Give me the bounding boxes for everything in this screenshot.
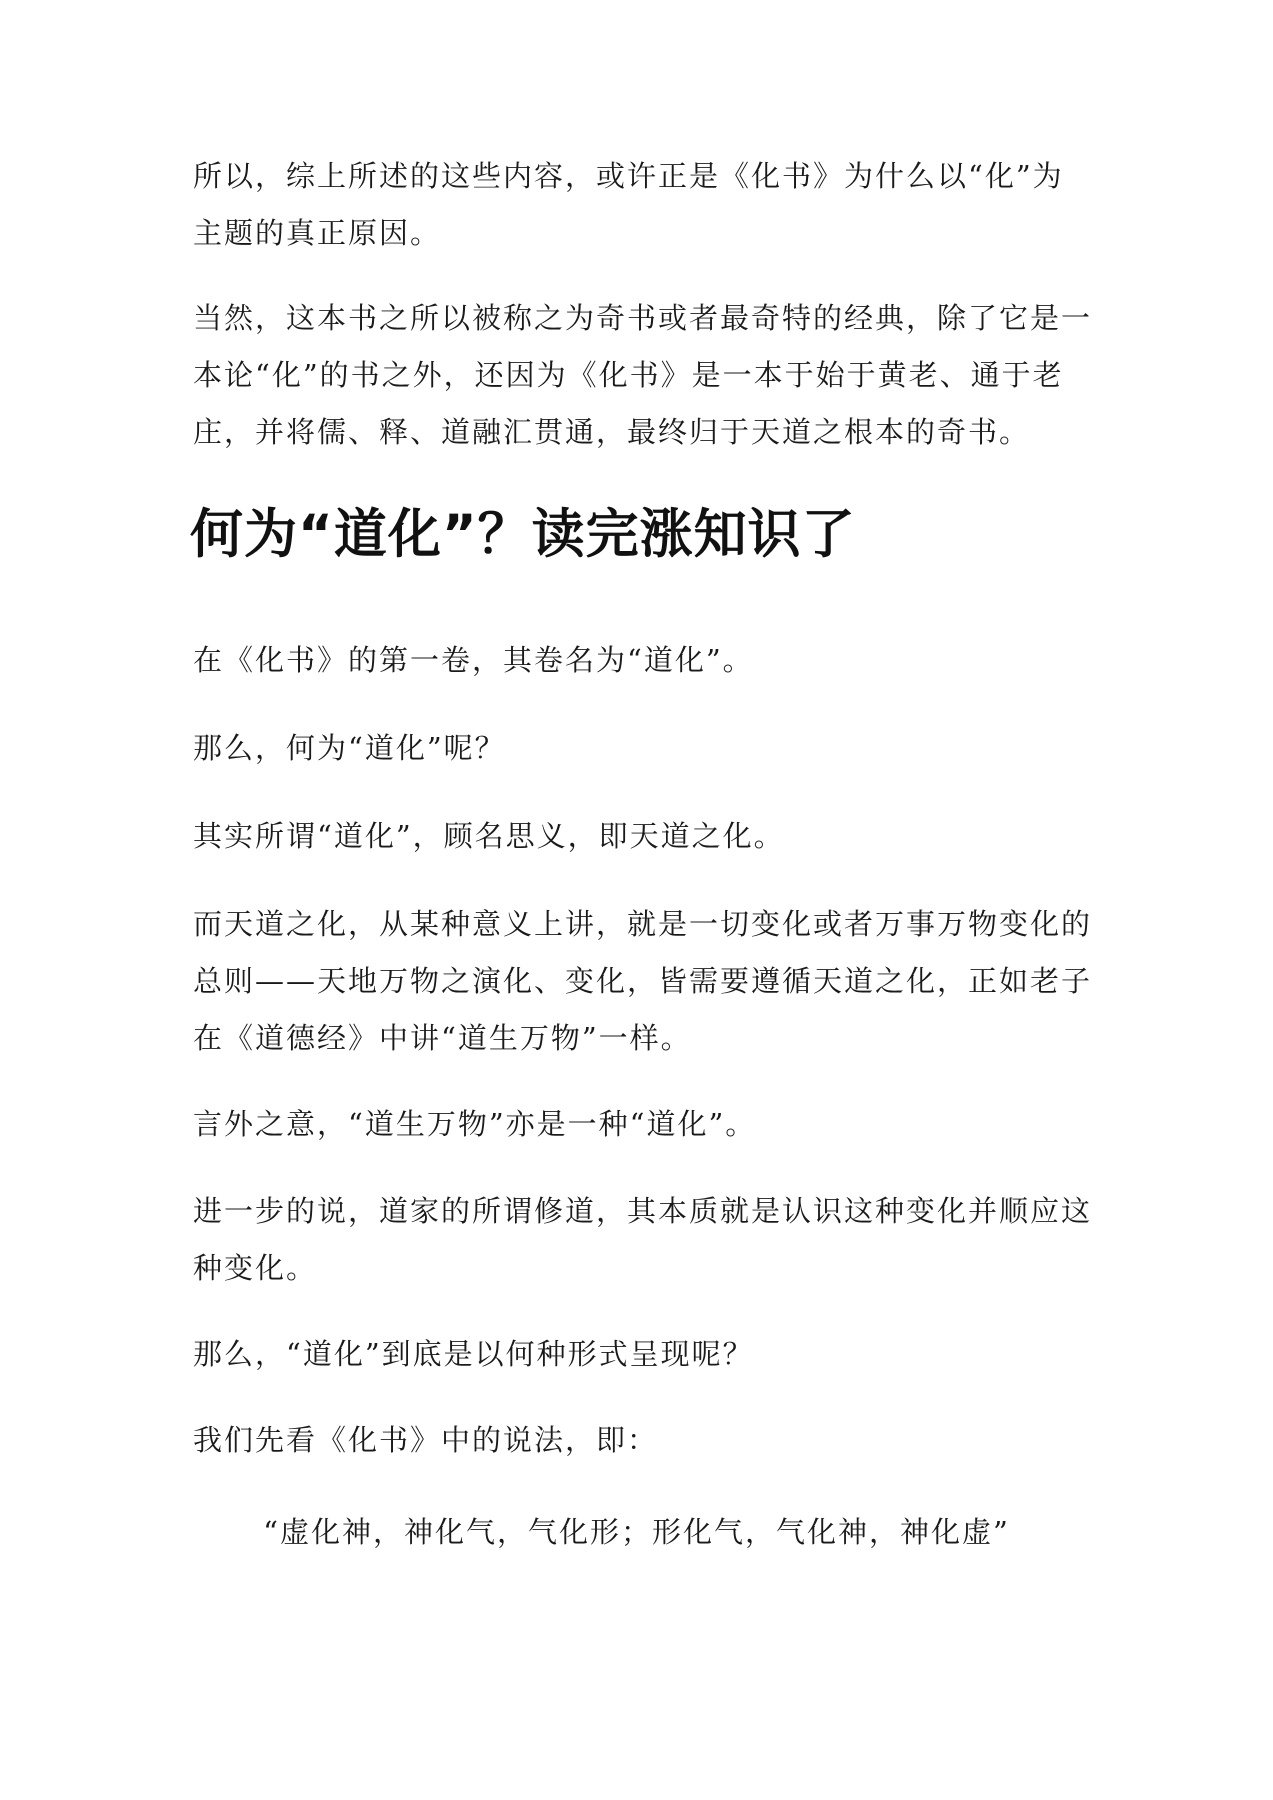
text-line: 主题的真正原因。 xyxy=(193,216,442,250)
paragraph-form-question xyxy=(193,1326,1083,1383)
text-line: 所以，综上所述的这些内容，或许正是《化书》为什么以“化”为 xyxy=(193,159,1064,193)
paragraph-cultivation xyxy=(193,1183,1093,1297)
paragraph-question xyxy=(193,720,1083,777)
paragraph-principle xyxy=(193,896,1093,1067)
paragraph-implication xyxy=(193,1096,1083,1153)
block-quote: “虚化神，神化气，气化形；形化气，气化神，神化虚” xyxy=(263,1515,1010,1549)
paragraph-book-saying xyxy=(193,1412,1083,1469)
text-line: 庄，并将儒、释、道融汇贯通，最终归于天道之根本的奇书。 xyxy=(193,415,1031,449)
paragraph-strange-book xyxy=(193,290,1093,461)
paragraph-definition xyxy=(193,808,1083,865)
text-line: 那么，何为“道化”呢？ xyxy=(193,731,506,765)
text-line: 言外之意，“道生万物”亦是一种“道化”。 xyxy=(193,1107,757,1141)
paragraph-conclusion xyxy=(193,148,1083,262)
text-line: 而天道之化，从某种意义上讲，就是一切变化或者万事万物变化的 xyxy=(193,907,1093,941)
paragraph-first-volume xyxy=(193,632,1083,689)
text-line: 那么，“道化”到底是以何种形式呈现呢？ xyxy=(193,1337,754,1371)
text-line: 种变化。 xyxy=(193,1251,318,1285)
text-line: 在《道德经》中讲“道生万物”一样。 xyxy=(193,1021,692,1055)
section-heading: 何为“道化”？读完涨知识了 xyxy=(190,504,856,565)
text-line: 当然，这本书之所以被称之为奇书或者最奇特的经典，除了它是一 xyxy=(193,301,1093,335)
text-line: 本论“化”的书之外，还因为《化书》是一本于始于黄老、通于老 xyxy=(193,358,1064,392)
text-line: 其实所谓“道化”，顾名思义，即天道之化。 xyxy=(193,819,785,853)
text-line: 在《化书》的第一卷，其卷名为“道化”。 xyxy=(193,643,754,677)
text-line: 总则——天地万物之演化、变化，皆需要遵循天道之化，正如老子 xyxy=(193,964,1093,998)
text-line: 我们先看《化书》中的说法，即： xyxy=(193,1423,659,1457)
text-line: 进一步的说，道家的所谓修道，其本质就是认识这种变化并顺应这 xyxy=(193,1194,1093,1228)
